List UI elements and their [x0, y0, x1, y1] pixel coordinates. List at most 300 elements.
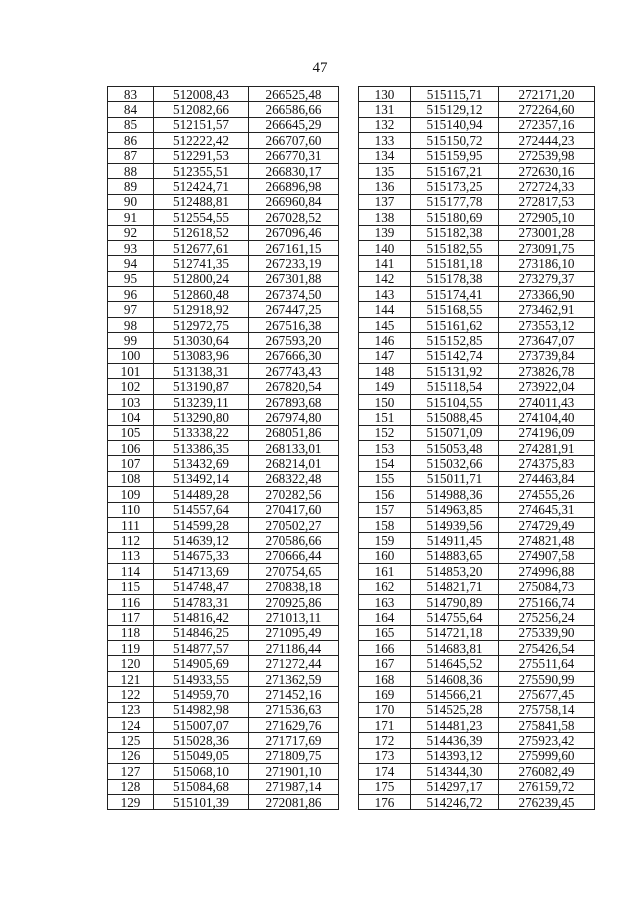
point-number-cell: 158 [359, 517, 411, 532]
point-number-cell: 120 [108, 656, 154, 671]
table-row [359, 671, 595, 686]
coordinates-table-left [107, 86, 339, 810]
x-coordinate-cell: 512488,81 [154, 194, 249, 209]
x-coordinate-cell: 513030,64 [154, 333, 249, 348]
x-coordinate-cell: 514853,20 [411, 564, 499, 579]
x-coordinate-cell: 514481,23 [411, 718, 499, 733]
table-row [108, 764, 339, 779]
x-coordinate-cell: 512800,24 [154, 271, 249, 286]
table-row [359, 687, 595, 702]
y-coordinate-cell: 266830,17 [249, 163, 339, 178]
point-number-cell: 150 [359, 394, 411, 409]
point-number-cell: 128 [108, 779, 154, 794]
point-number-cell: 104 [108, 410, 154, 425]
y-coordinate-cell: 274645,31 [499, 502, 595, 517]
point-number-cell: 146 [359, 333, 411, 348]
y-coordinate-cell: 275677,45 [499, 687, 595, 702]
table-row [359, 641, 595, 656]
point-number-cell: 138 [359, 210, 411, 225]
table-row [359, 410, 595, 425]
point-number-cell: 153 [359, 440, 411, 455]
x-coordinate-cell: 515178,38 [411, 271, 499, 286]
x-coordinate-cell: 513386,35 [154, 440, 249, 455]
point-number-cell: 110 [108, 502, 154, 517]
y-coordinate-cell: 273186,10 [499, 256, 595, 271]
y-coordinate-cell: 272357,16 [499, 117, 595, 132]
x-coordinate-cell: 514645,52 [411, 656, 499, 671]
point-number-cell: 134 [359, 148, 411, 163]
y-coordinate-cell: 266896,98 [249, 179, 339, 194]
point-number-cell: 92 [108, 225, 154, 240]
table-row [108, 225, 339, 240]
point-number-cell: 121 [108, 671, 154, 686]
point-number-cell: 91 [108, 210, 154, 225]
table-row [359, 533, 595, 548]
y-coordinate-cell: 273279,37 [499, 271, 595, 286]
y-coordinate-cell: 274729,49 [499, 517, 595, 532]
y-coordinate-cell: 272539,98 [499, 148, 595, 163]
table-row [359, 625, 595, 640]
table-row [108, 317, 339, 332]
x-coordinate-cell: 512677,61 [154, 240, 249, 255]
table-row [108, 210, 339, 225]
point-number-cell: 163 [359, 594, 411, 609]
table-row [359, 287, 595, 302]
x-coordinate-cell: 515118,54 [411, 379, 499, 394]
table-row [359, 764, 595, 779]
y-coordinate-cell: 276082,49 [499, 764, 595, 779]
y-coordinate-cell: 273553,12 [499, 317, 595, 332]
point-number-cell: 157 [359, 502, 411, 517]
x-coordinate-cell: 515180,69 [411, 210, 499, 225]
point-number-cell: 112 [108, 533, 154, 548]
x-coordinate-cell: 512082,66 [154, 102, 249, 117]
x-coordinate-cell: 515068,10 [154, 764, 249, 779]
table-row [359, 733, 595, 748]
table-row [359, 348, 595, 363]
table-row [359, 579, 595, 594]
y-coordinate-cell: 268322,48 [249, 471, 339, 486]
y-coordinate-cell: 273922,04 [499, 379, 595, 394]
table-row [359, 333, 595, 348]
point-number-cell: 167 [359, 656, 411, 671]
x-coordinate-cell: 515129,12 [411, 102, 499, 117]
table-row [359, 440, 595, 455]
x-coordinate-cell: 515071,09 [411, 425, 499, 440]
point-number-cell: 145 [359, 317, 411, 332]
point-number-cell: 149 [359, 379, 411, 394]
y-coordinate-cell: 270838,18 [249, 579, 339, 594]
point-number-cell: 84 [108, 102, 154, 117]
y-coordinate-cell: 276239,45 [499, 794, 595, 809]
x-coordinate-cell: 515049,05 [154, 748, 249, 763]
y-coordinate-cell: 267301,88 [249, 271, 339, 286]
table-row [108, 287, 339, 302]
y-coordinate-cell: 267374,50 [249, 287, 339, 302]
y-coordinate-cell: 275339,90 [499, 625, 595, 640]
point-number-cell: 114 [108, 564, 154, 579]
x-coordinate-cell: 513492,14 [154, 471, 249, 486]
x-coordinate-cell: 515152,85 [411, 333, 499, 348]
point-number-cell: 124 [108, 718, 154, 733]
y-coordinate-cell: 267028,52 [249, 210, 339, 225]
y-coordinate-cell: 274907,58 [499, 548, 595, 563]
point-number-cell: 88 [108, 163, 154, 178]
table-row [108, 163, 339, 178]
table-row [359, 487, 595, 502]
y-coordinate-cell: 270754,65 [249, 564, 339, 579]
y-coordinate-cell: 272444,23 [499, 133, 595, 148]
table-row [108, 733, 339, 748]
table-row [359, 225, 595, 240]
point-number-cell: 105 [108, 425, 154, 440]
y-coordinate-cell: 274555,26 [499, 487, 595, 502]
x-coordinate-cell: 514639,12 [154, 533, 249, 548]
y-coordinate-cell: 271901,10 [249, 764, 339, 779]
point-number-cell: 156 [359, 487, 411, 502]
x-coordinate-cell: 513239,11 [154, 394, 249, 409]
table-row [359, 394, 595, 409]
table-row [108, 410, 339, 425]
x-coordinate-cell: 515131,92 [411, 364, 499, 379]
x-coordinate-cell: 513138,31 [154, 364, 249, 379]
y-coordinate-cell: 272817,53 [499, 194, 595, 209]
table-row [108, 794, 339, 809]
y-coordinate-cell: 274281,91 [499, 440, 595, 455]
point-number-cell: 165 [359, 625, 411, 640]
x-coordinate-cell: 515084,68 [154, 779, 249, 794]
point-number-cell: 107 [108, 456, 154, 471]
point-number-cell: 99 [108, 333, 154, 348]
point-number-cell: 94 [108, 256, 154, 271]
x-coordinate-cell: 514959,70 [154, 687, 249, 702]
x-coordinate-cell: 512424,71 [154, 179, 249, 194]
y-coordinate-cell: 266645,29 [249, 117, 339, 132]
table-row [108, 456, 339, 471]
table-row [108, 333, 339, 348]
point-number-cell: 164 [359, 610, 411, 625]
x-coordinate-cell: 515182,38 [411, 225, 499, 240]
table-row [359, 718, 595, 733]
y-coordinate-cell: 275841,58 [499, 718, 595, 733]
x-coordinate-cell: 514748,47 [154, 579, 249, 594]
table-row [108, 394, 339, 409]
table-row [359, 425, 595, 440]
x-coordinate-cell: 512860,48 [154, 287, 249, 302]
coordinates-table-right [358, 86, 595, 810]
table-row [359, 564, 595, 579]
y-coordinate-cell: 266707,60 [249, 133, 339, 148]
x-coordinate-cell: 514816,42 [154, 610, 249, 625]
y-coordinate-cell: 271013,11 [249, 610, 339, 625]
y-coordinate-cell: 267233,19 [249, 256, 339, 271]
y-coordinate-cell: 270925,86 [249, 594, 339, 609]
point-number-cell: 90 [108, 194, 154, 209]
point-number-cell: 159 [359, 533, 411, 548]
page-number: 47 [312, 60, 328, 76]
y-coordinate-cell: 274011,43 [499, 394, 595, 409]
y-coordinate-cell: 267161,15 [249, 240, 339, 255]
table-row [108, 240, 339, 255]
x-coordinate-cell: 515161,62 [411, 317, 499, 332]
x-coordinate-cell: 514489,28 [154, 487, 249, 502]
point-number-cell: 87 [108, 148, 154, 163]
point-number-cell: 170 [359, 702, 411, 717]
point-number-cell: 123 [108, 702, 154, 717]
point-number-cell: 154 [359, 456, 411, 471]
y-coordinate-cell: 271186,44 [249, 641, 339, 656]
y-coordinate-cell: 267593,20 [249, 333, 339, 348]
table-row [108, 271, 339, 286]
x-coordinate-cell: 512918,92 [154, 302, 249, 317]
x-coordinate-cell: 515032,66 [411, 456, 499, 471]
table-row [359, 748, 595, 763]
table-row [108, 748, 339, 763]
table-row [108, 625, 339, 640]
y-coordinate-cell: 270666,44 [249, 548, 339, 563]
point-number-cell: 172 [359, 733, 411, 748]
point-number-cell: 174 [359, 764, 411, 779]
point-number-cell: 102 [108, 379, 154, 394]
point-number-cell: 140 [359, 240, 411, 255]
point-number-cell: 101 [108, 364, 154, 379]
point-number-cell: 176 [359, 794, 411, 809]
table-row [108, 579, 339, 594]
point-number-cell: 131 [359, 102, 411, 117]
point-number-cell: 175 [359, 779, 411, 794]
table-row [108, 302, 339, 317]
x-coordinate-cell: 515115,71 [411, 87, 499, 102]
x-coordinate-cell: 515177,78 [411, 194, 499, 209]
y-coordinate-cell: 275426,54 [499, 641, 595, 656]
table-row [108, 148, 339, 163]
table-row [359, 594, 595, 609]
table-row [359, 163, 595, 178]
y-coordinate-cell: 266525,48 [249, 87, 339, 102]
table-row [359, 240, 595, 255]
table-row [108, 256, 339, 271]
table-row [108, 364, 339, 379]
table-row [359, 502, 595, 517]
table-row [359, 517, 595, 532]
x-coordinate-cell: 514790,89 [411, 594, 499, 609]
table-row [359, 379, 595, 394]
y-coordinate-cell: 275923,42 [499, 733, 595, 748]
point-number-cell: 111 [108, 517, 154, 532]
y-coordinate-cell: 274196,09 [499, 425, 595, 440]
x-coordinate-cell: 512355,51 [154, 163, 249, 178]
table-row [108, 779, 339, 794]
point-number-cell: 143 [359, 287, 411, 302]
y-coordinate-cell: 272171,20 [499, 87, 595, 102]
y-coordinate-cell: 275758,14 [499, 702, 595, 717]
point-number-cell: 139 [359, 225, 411, 240]
table-row [359, 456, 595, 471]
y-coordinate-cell: 266586,66 [249, 102, 339, 117]
y-coordinate-cell: 273001,28 [499, 225, 595, 240]
x-coordinate-cell: 512222,42 [154, 133, 249, 148]
point-number-cell: 168 [359, 671, 411, 686]
table-row [359, 256, 595, 271]
y-coordinate-cell: 271809,75 [249, 748, 339, 763]
x-coordinate-cell: 512008,43 [154, 87, 249, 102]
table-row [359, 548, 595, 563]
y-coordinate-cell: 267096,46 [249, 225, 339, 240]
y-coordinate-cell: 271095,49 [249, 625, 339, 640]
y-coordinate-cell: 267974,80 [249, 410, 339, 425]
table-row [108, 687, 339, 702]
x-coordinate-cell: 515088,45 [411, 410, 499, 425]
point-number-cell: 148 [359, 364, 411, 379]
point-number-cell: 125 [108, 733, 154, 748]
point-number-cell: 171 [359, 718, 411, 733]
x-coordinate-cell: 513290,80 [154, 410, 249, 425]
point-number-cell: 83 [108, 87, 154, 102]
y-coordinate-cell: 272905,10 [499, 210, 595, 225]
table-row [108, 564, 339, 579]
point-number-cell: 173 [359, 748, 411, 763]
point-number-cell: 98 [108, 317, 154, 332]
table-row [108, 594, 339, 609]
x-coordinate-cell: 514905,69 [154, 656, 249, 671]
table-row [359, 317, 595, 332]
point-number-cell: 155 [359, 471, 411, 486]
point-number-cell: 161 [359, 564, 411, 579]
y-coordinate-cell: 274104,40 [499, 410, 595, 425]
y-coordinate-cell: 276159,72 [499, 779, 595, 794]
table-row [108, 102, 339, 117]
x-coordinate-cell: 515167,21 [411, 163, 499, 178]
point-number-cell: 118 [108, 625, 154, 640]
table-row [108, 656, 339, 671]
point-number-cell: 86 [108, 133, 154, 148]
y-coordinate-cell: 275511,64 [499, 656, 595, 671]
x-coordinate-cell: 512291,53 [154, 148, 249, 163]
table-row [359, 302, 595, 317]
y-coordinate-cell: 272081,86 [249, 794, 339, 809]
table-row [359, 794, 595, 809]
x-coordinate-cell: 514344,30 [411, 764, 499, 779]
y-coordinate-cell: 271362,59 [249, 671, 339, 686]
table-row [359, 102, 595, 117]
y-coordinate-cell: 271717,69 [249, 733, 339, 748]
table-row [108, 425, 339, 440]
point-number-cell: 113 [108, 548, 154, 563]
y-coordinate-cell: 275166,74 [499, 594, 595, 609]
point-number-cell: 97 [108, 302, 154, 317]
x-coordinate-cell: 515150,72 [411, 133, 499, 148]
table-row [108, 440, 339, 455]
x-coordinate-cell: 514713,69 [154, 564, 249, 579]
point-number-cell: 169 [359, 687, 411, 702]
point-number-cell: 160 [359, 548, 411, 563]
table-row [108, 87, 339, 102]
point-number-cell: 127 [108, 764, 154, 779]
y-coordinate-cell: 271272,44 [249, 656, 339, 671]
x-coordinate-cell: 515011,71 [411, 471, 499, 486]
y-coordinate-cell: 273647,07 [499, 333, 595, 348]
x-coordinate-cell: 514982,98 [154, 702, 249, 717]
x-coordinate-cell: 515142,74 [411, 348, 499, 363]
y-coordinate-cell: 267743,43 [249, 364, 339, 379]
y-coordinate-cell: 267666,30 [249, 348, 339, 363]
y-coordinate-cell: 275256,24 [499, 610, 595, 625]
point-number-cell: 135 [359, 163, 411, 178]
point-number-cell: 108 [108, 471, 154, 486]
x-coordinate-cell: 514608,36 [411, 671, 499, 686]
x-coordinate-cell: 513432,69 [154, 456, 249, 471]
x-coordinate-cell: 514883,65 [411, 548, 499, 563]
y-coordinate-cell: 274463,84 [499, 471, 595, 486]
table-row [108, 502, 339, 517]
x-coordinate-cell: 514939,56 [411, 517, 499, 532]
x-coordinate-cell: 514557,64 [154, 502, 249, 517]
table-row [108, 487, 339, 502]
y-coordinate-cell: 268214,01 [249, 456, 339, 471]
table-row [359, 179, 595, 194]
point-number-cell: 162 [359, 579, 411, 594]
x-coordinate-cell: 514436,39 [411, 733, 499, 748]
table-row [108, 348, 339, 363]
point-number-cell: 116 [108, 594, 154, 609]
x-coordinate-cell: 515028,36 [154, 733, 249, 748]
table-row [108, 671, 339, 686]
y-coordinate-cell: 268051,86 [249, 425, 339, 440]
point-number-cell: 142 [359, 271, 411, 286]
x-coordinate-cell: 514246,72 [411, 794, 499, 809]
point-number-cell: 119 [108, 641, 154, 656]
point-number-cell: 132 [359, 117, 411, 132]
table-row [108, 117, 339, 132]
x-coordinate-cell: 514755,64 [411, 610, 499, 625]
point-number-cell: 95 [108, 271, 154, 286]
point-number-cell: 133 [359, 133, 411, 148]
x-coordinate-cell: 515007,07 [154, 718, 249, 733]
table-row [108, 718, 339, 733]
point-number-cell: 109 [108, 487, 154, 502]
y-coordinate-cell: 274821,48 [499, 533, 595, 548]
table-row [359, 133, 595, 148]
table-row [359, 87, 595, 102]
y-coordinate-cell: 275084,73 [499, 579, 595, 594]
x-coordinate-cell: 513083,96 [154, 348, 249, 363]
x-coordinate-cell: 515159,95 [411, 148, 499, 163]
y-coordinate-cell: 268133,01 [249, 440, 339, 455]
point-number-cell: 85 [108, 117, 154, 132]
point-number-cell: 103 [108, 394, 154, 409]
y-coordinate-cell: 273462,91 [499, 302, 595, 317]
point-number-cell: 100 [108, 348, 154, 363]
y-coordinate-cell: 273739,84 [499, 348, 595, 363]
x-coordinate-cell: 515182,55 [411, 240, 499, 255]
y-coordinate-cell: 273091,75 [499, 240, 595, 255]
x-coordinate-cell: 514911,45 [411, 533, 499, 548]
x-coordinate-cell: 515173,25 [411, 179, 499, 194]
x-coordinate-cell: 513338,22 [154, 425, 249, 440]
table-row [359, 271, 595, 286]
point-number-cell: 151 [359, 410, 411, 425]
x-coordinate-cell: 515140,94 [411, 117, 499, 132]
table-row [359, 148, 595, 163]
point-number-cell: 106 [108, 440, 154, 455]
table-row [108, 610, 339, 625]
y-coordinate-cell: 270586,66 [249, 533, 339, 548]
x-coordinate-cell: 514933,55 [154, 671, 249, 686]
point-number-cell: 136 [359, 179, 411, 194]
point-number-cell: 129 [108, 794, 154, 809]
point-number-cell: 126 [108, 748, 154, 763]
point-number-cell: 152 [359, 425, 411, 440]
